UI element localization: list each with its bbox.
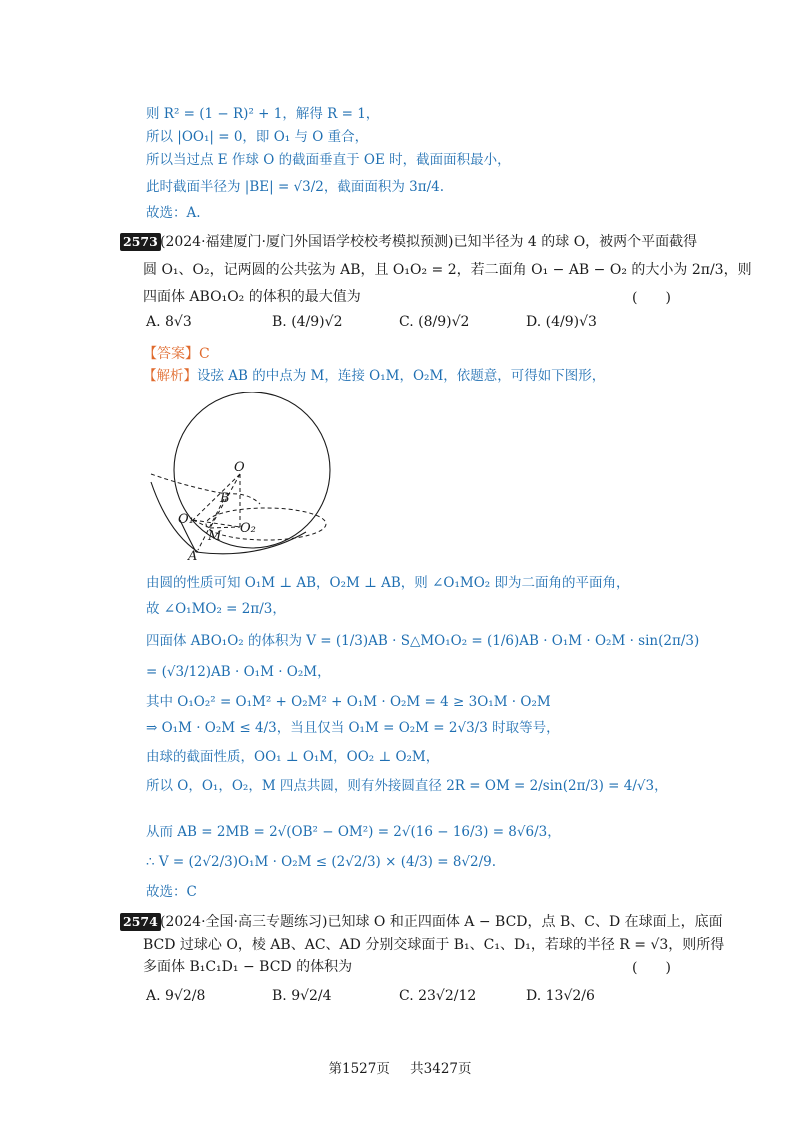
q2574-option-d: D. 13√2/6 [526, 988, 595, 1004]
prev-solution-line-4: 此时截面半径为 |BE| = √3/2，截面面积为 3π/4. [146, 179, 445, 195]
analysis-step-3: 四面体 ABO₁O₂ 的体积为 V = (1/3)AB · S△MO₁O₂ = (1/6)AB · O₁M · O₂M · sin(2π/3) [146, 633, 700, 649]
analysis-step-8: 所以 O，O₁，O₂，M 四点共圆，则有外接圆直径 2R = OM = 2/sin(2π/3) = 4/√3， [146, 778, 668, 794]
q2573-option-a: A. 8√3 [146, 314, 192, 330]
label-o2: O₂ [240, 521, 256, 536]
q2573-stem-line-2: 圆 O₁、O₂，记两圆的公共弦为 AB，且 O₁O₂ = 2，若二面角 O₁ − AB − O₂ 的大小为 2π/3，则 [143, 262, 752, 278]
q2573-stem-line-3: 四面体 ABO₁O₂ 的体积的最大值为 [143, 289, 361, 305]
label-o: O [234, 460, 245, 475]
answer-tag: 【答案】 [143, 346, 199, 362]
q2574-option-c: C. 23√2/12 [399, 988, 477, 1004]
q2573-analysis-intro [143, 366, 605, 386]
page-footer [0, 1057, 800, 1077]
analysis-step-1: 由圆的性质可知 O₁M ⊥ AB，O₂M ⊥ AB，则 ∠O₁MO₂ 即为二面角的平面角， [146, 575, 630, 591]
answer-value: C [199, 346, 210, 362]
q2574-option-b: B. 9√2/4 [272, 988, 332, 1004]
section-ellipse-o1-top [151, 474, 226, 494]
question-number-2574: 2574 [120, 913, 161, 931]
analysis-step-7: 由球的截面性质，OO₁ ⊥ O₁M，OO₂ ⊥ O₂M， [146, 749, 440, 765]
prev-solution-line-2: 所以 |OO₁| = 0，即 O₁ 与 O 重合， [146, 129, 369, 145]
label-a: A [188, 549, 198, 562]
prev-solution-line-3: 所以当过点 E 作球 O 的截面垂直于 OE 时，截面面积最小， [146, 152, 511, 168]
label-o1: O₁ [178, 512, 194, 527]
q2573-option-d: D. (4/9)√3 [526, 314, 597, 330]
q2574-stem-line-1: (2024·全国·高三专题练习)已知球 O 和正四面体 A − BCD，点 B、C、D 在球面上，底面 [160, 914, 723, 930]
analysis-step-2: 故 ∠O₁MO₂ = 2π/3， [146, 601, 286, 617]
analysis-tag: 【解析】 [143, 368, 197, 384]
label-m: M [208, 529, 222, 544]
question-number-2573: 2573 [120, 233, 161, 251]
q2573-stem-line-1: (2024·福建厦门·厦门外国语学校校考模拟预测)已知半径为 4 的球 O，被两个平面截得 [160, 234, 698, 250]
q2574-stem-line-2: BCD 过球心 O，棱 AB、AC、AD 分别交球面于 B₁、C₁、D₁，若球的半径 R = √3，则所得 [143, 937, 725, 953]
q2573-option-c: C. (8/9)√2 [399, 314, 470, 330]
q2573-answer-blank: ( ) [632, 290, 671, 306]
q2573-option-b: B. (4/9)√2 [272, 314, 343, 330]
analysis-step-10: ∴ V = (2√2/3)O₁M · O₂M ≤ (2√2/3) × (4/3) = 8√2/9. [146, 854, 497, 870]
analysis-step-11: 故选：C [146, 884, 197, 900]
analysis-step-4: = (√3/12)AB · O₁M · O₂M， [146, 664, 331, 680]
label-b: B [220, 491, 230, 506]
analysis-intro-text: 设弦 AB 的中点为 M，连接 O₁M，O₂M，依题意，可得如下图形， [197, 368, 606, 384]
q2574-answer-blank: ( ) [632, 960, 671, 976]
q2574-option-a: A. 9√2/8 [146, 988, 206, 1004]
analysis-step-9: 从而 AB = 2MB = 2√(OB² − OM²) = 2√(16 − 16/3) = 8√6/3， [146, 824, 561, 840]
sphere-figure [148, 392, 358, 562]
page-number: 第1527页 [328, 1061, 390, 1077]
q2574-stem-line-3: 多面体 B₁C₁D₁ − BCD 的体积为 [143, 959, 353, 975]
analysis-step-6: ⇒ O₁M · O₂M ≤ 4/3，当且仅当 O₁M = O₂M = 2√3/3 时取等号， [146, 720, 560, 736]
q2573-answer [143, 344, 210, 364]
prev-solution-line-5: 故选：A. [146, 205, 201, 221]
page-total: 共3427页 [410, 1061, 472, 1077]
section-dash-1 [226, 494, 260, 504]
segment-m-o2 [210, 527, 240, 528]
prev-solution-line-1: 则 R² = (1 − R)² + 1，解得 R = 1， [146, 106, 380, 122]
analysis-step-5: 其中 O₁O₂² = O₁M² + O₂M² + O₁M · O₂M = 4 ≥ 3O₁M · O₂M [146, 694, 551, 710]
